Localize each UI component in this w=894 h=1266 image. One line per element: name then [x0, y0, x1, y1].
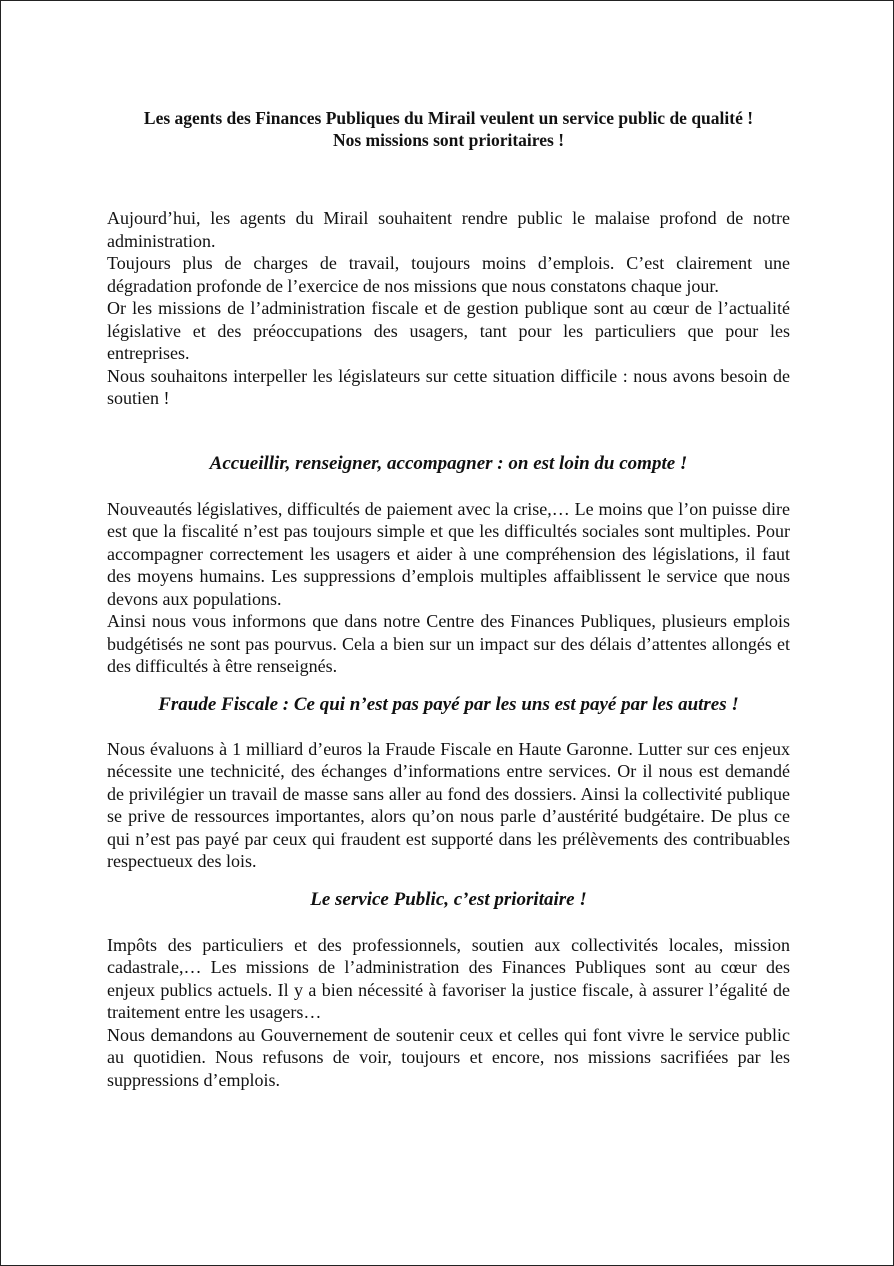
section-service-public — [107, 934, 790, 1092]
section-service-public-paragraph-2: Nous demandons au Gouvernement de soutenir ceux et celles qui font vivre le service public au quotidien. Nous refusons de voir, toujours et encore, nos missions sacrifiées par les suppressions d’emplois. — [107, 1024, 790, 1090]
section-heading-service-public: Le service Public, c’est prioritaire ! — [310, 888, 587, 910]
section-fraude-fiscale — [107, 738, 790, 873]
intro-paragraph-4: Nous souhaitons interpeller les législateurs sur cette situation difficile : nous avons besoin de soutien ! — [107, 365, 790, 408]
intro-paragraph-2: Toujours plus de charges de travail, toujours moins d’emplois. C’est clairement une dégradation profonde de l’exercice de nos missions que nous constatons chaque jour. — [107, 253, 790, 296]
section-accueillir-paragraph-2: Ainsi nous vous informons que dans notre Centre des Finances Publiques, plusieurs emplois budgétisés ne sont pas pourvus. Cela a bien sur un impact sur des délais d’attentes allongés et des difficultés à être renseignés. — [107, 611, 790, 676]
intro-section — [107, 207, 790, 410]
section-accueillir-paragraph-1: Nouveautés législatives, difficultés de paiement avec la crise,… Le moins que l’on puisse dire est que la fiscalité n’est pas toujours simple et que les difficultés sociales sont multiples. Pour accompagner correctement les usagers et aider à une compréhension des législations, il faut des moyens humains. Les suppressions d’emplois multiples affaiblissent le service que nous devons aux populations. — [107, 498, 790, 609]
section-heading-fraude-fiscale: Fraude Fiscale : Ce qui n’est pas payé par les uns est payé par les autres ! — [158, 693, 739, 715]
document-content — [107, 107, 790, 1091]
section-service-public-paragraph-1: Impôts des particuliers et des professionnels, soutien aux collectivités locales, mission cadastrale,… Les missions de l’administration des Finances Publiques sont au cœur des enjeux publics actuels. Il y a bien nécessité à favoriser la justice fiscale, à assurer l’égalité de traitement entre les usagers… — [107, 934, 790, 1022]
document-title-line-2: Nos missions sont prioritaires ! — [332, 130, 565, 150]
section-heading-accueillir: Accueillir, renseigner, accompagner : on est loin du compte ! — [209, 452, 688, 474]
intro-paragraph-1: Aujourd’hui, les agents du Mirail souhaitent rendre public le malaise profond de notre administration. — [107, 208, 790, 251]
section-fraude-fiscale-paragraph-1: Nous évaluons à 1 milliard d’euros la Fraude Fiscale en Haute Garonne. Lutter sur ces enjeux nécessite une technicité, des échanges d’informations entre services. Or il nous est demandé de privilégier un travail de masse sans aller au fond des dossiers. Ainsi la collectivité publique se prive de ressources importantes, alors qu’on nous parle d’austérité budgétaire. De plus ce qui n’est pas payé par ceux qui fraudent est supporté dans les prélèvements des contribuables respectueux des lois. — [107, 738, 790, 871]
section-accueillir — [107, 498, 790, 678]
intro-paragraph-3: Or les missions de l’administration fiscale et de gestion publique sont au cœur de l’actualité législative et des préoccupations des usagers, tant pour les particuliers que pour les entreprises. — [107, 298, 790, 363]
document-title-line-1: Les agents des Finances Publiques du Mirail veulent un service public de qualité ! — [143, 108, 754, 128]
